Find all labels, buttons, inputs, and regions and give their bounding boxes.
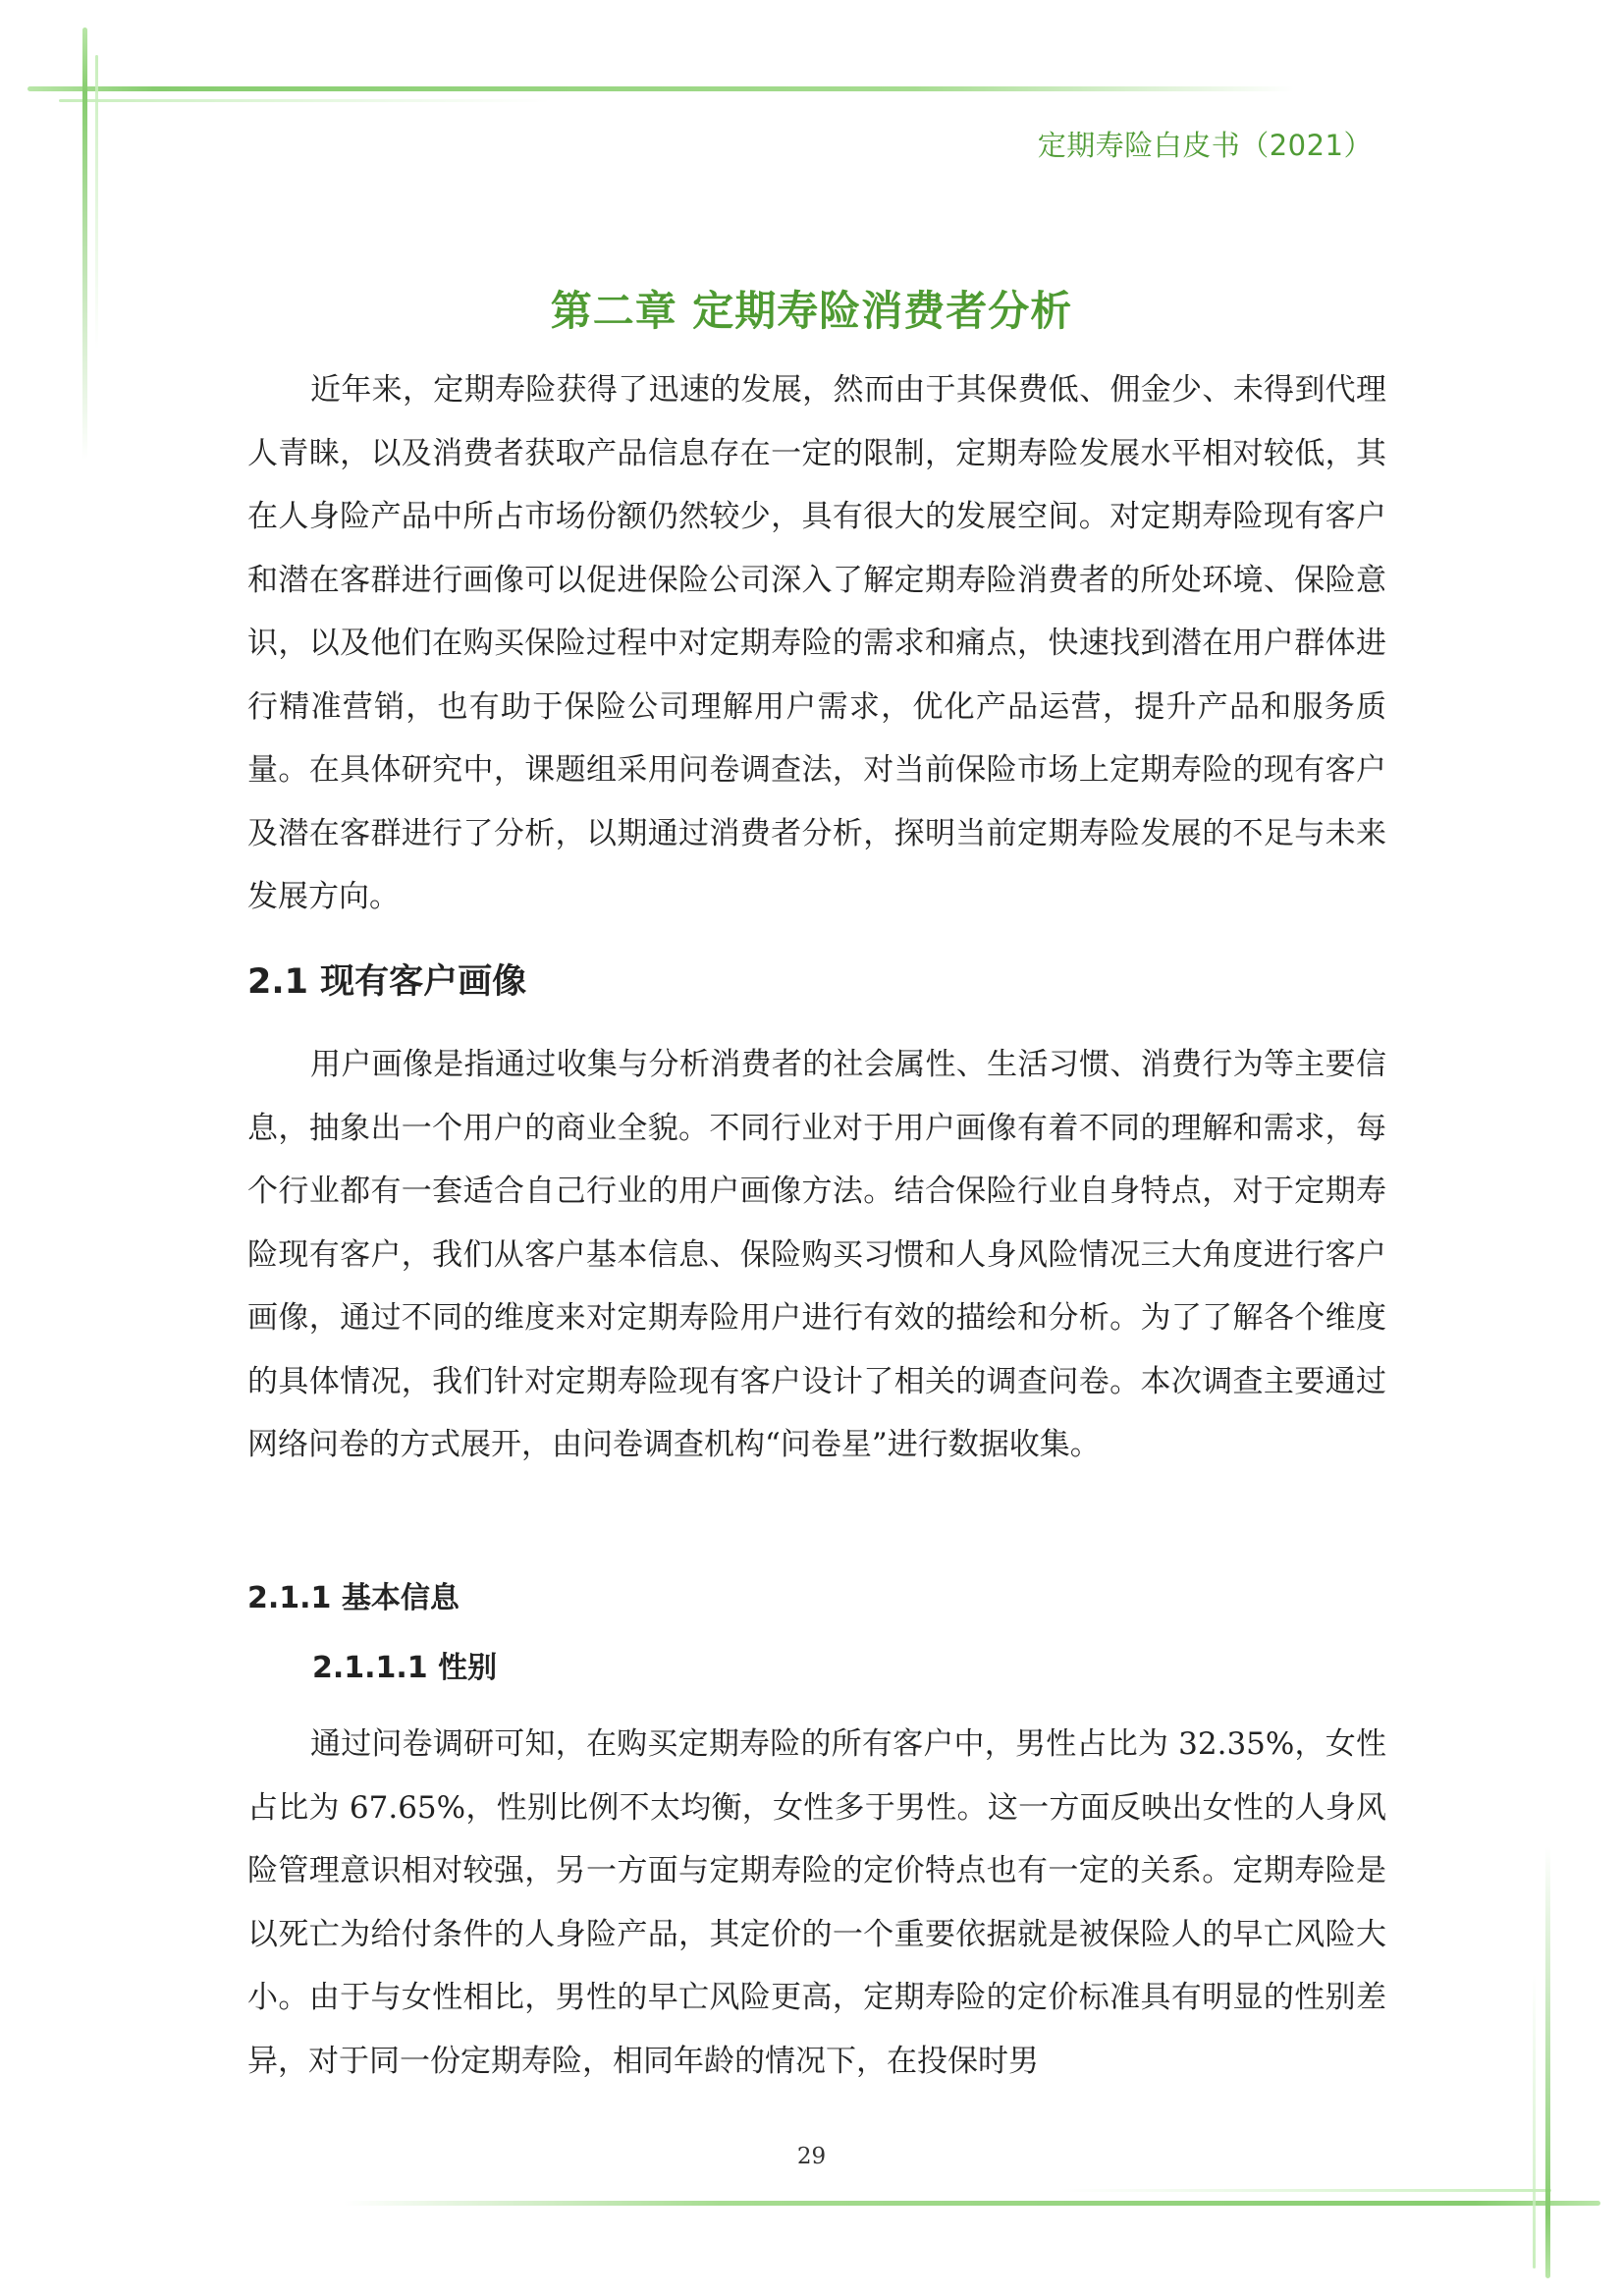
top-decorative-line bbox=[27, 86, 1294, 91]
section-2-1-1-1-paragraph: 通过问卷调研可知，在购买定期寿险的所有客户中，男性占比为 32.35%，女性占比为 67.65%，性别比例不太均衡，女性多于男性。这一方面反映出女性的人身风险管理意识相对较强，另一方面与定期寿险的定价特点也有一定的关系。定期寿险是以死亡为给付条件的人身险产品，其定价的一个重要依据就是被保险人的早亡风险大小。由于与女性相比，男性的早亡风险更高，定期寿险的定价标准具有明显的性别差异，对于同一份定期寿险，相同年龄的情况下，在投保时男 bbox=[247, 1726, 1386, 2079]
top-decorative-line-thin bbox=[59, 99, 550, 102]
section-2-1-1-heading: 2.1.1 基本信息 bbox=[247, 1581, 460, 1615]
left-decorative-line bbox=[82, 27, 87, 460]
bottom-decorative-line bbox=[344, 2201, 1600, 2206]
page-number: 29 bbox=[796, 2144, 827, 2169]
section-2-1-paragraph: 用户画像是指通过收集与分析消费者的社会属性、生活习惯、消费行为等主要信息，抽象出一个用户的商业全貌。不同行业对于用户画像有着不同的理解和需求，每个行业都有一套适合自己行业的用户画像方法。结合保险行业自身特点，对于定期寿险现有客户，我们从客户基本信息、保险购买习惯和人身风险情况三大角度进行客户画像，通过不同的维度来对定期寿险用户进行有效的描绘和分析。为了了解各个维度的具体情况，我们针对定期寿险现有客户设计了相关的调查问卷。本次调查主要通过网络问卷的方式展开，由问卷调查机构“问卷星”进行数据收集。 bbox=[247, 1047, 1386, 1462]
right-decorative-line bbox=[1545, 1846, 1550, 2278]
intro-paragraph: 近年来，定期寿险获得了迅速的发展，然而由于其保费低、佣金少、未得到代理人青睐，以及消费者获取产品信息存在一定的限制，定期寿险发展水平相对较低，其在人身险产品中所占市场份额仍然较少，具有很大的发展空间。对定期寿险现有客户和潜在客群进行画像可以促进保险公司深入了解定期寿险消费者的所处环境、保险意识，以及他们在购买保险过程中对定期寿险的需求和痛点，快速找到潜在用户群体进行精准营销，也有助于保险公司理解用户需求，优化产品运营，提升产品和服务质量。在具体研究中，课题组采用问卷调查法，对当前保险市场上定期寿险的现有客户及潜在客群进行了分析，以期通过消费者分析，探明当前定期寿险发展的不足与未来发展方向。 bbox=[247, 372, 1386, 914]
bottom-decorative-line-thin bbox=[1060, 2189, 1551, 2192]
section-2-1-heading: 2.1 现有客户画像 bbox=[247, 962, 527, 1002]
running-header-title: 定期寿险白皮书（2021） bbox=[1037, 129, 1373, 162]
section-2-1-1-1-heading: 2.1.1.1 性别 bbox=[312, 1651, 498, 1685]
right-decorative-line-thin bbox=[1533, 1974, 1536, 2269]
chapter-title: 第二章 定期寿险消费者分析 bbox=[550, 287, 1073, 336]
